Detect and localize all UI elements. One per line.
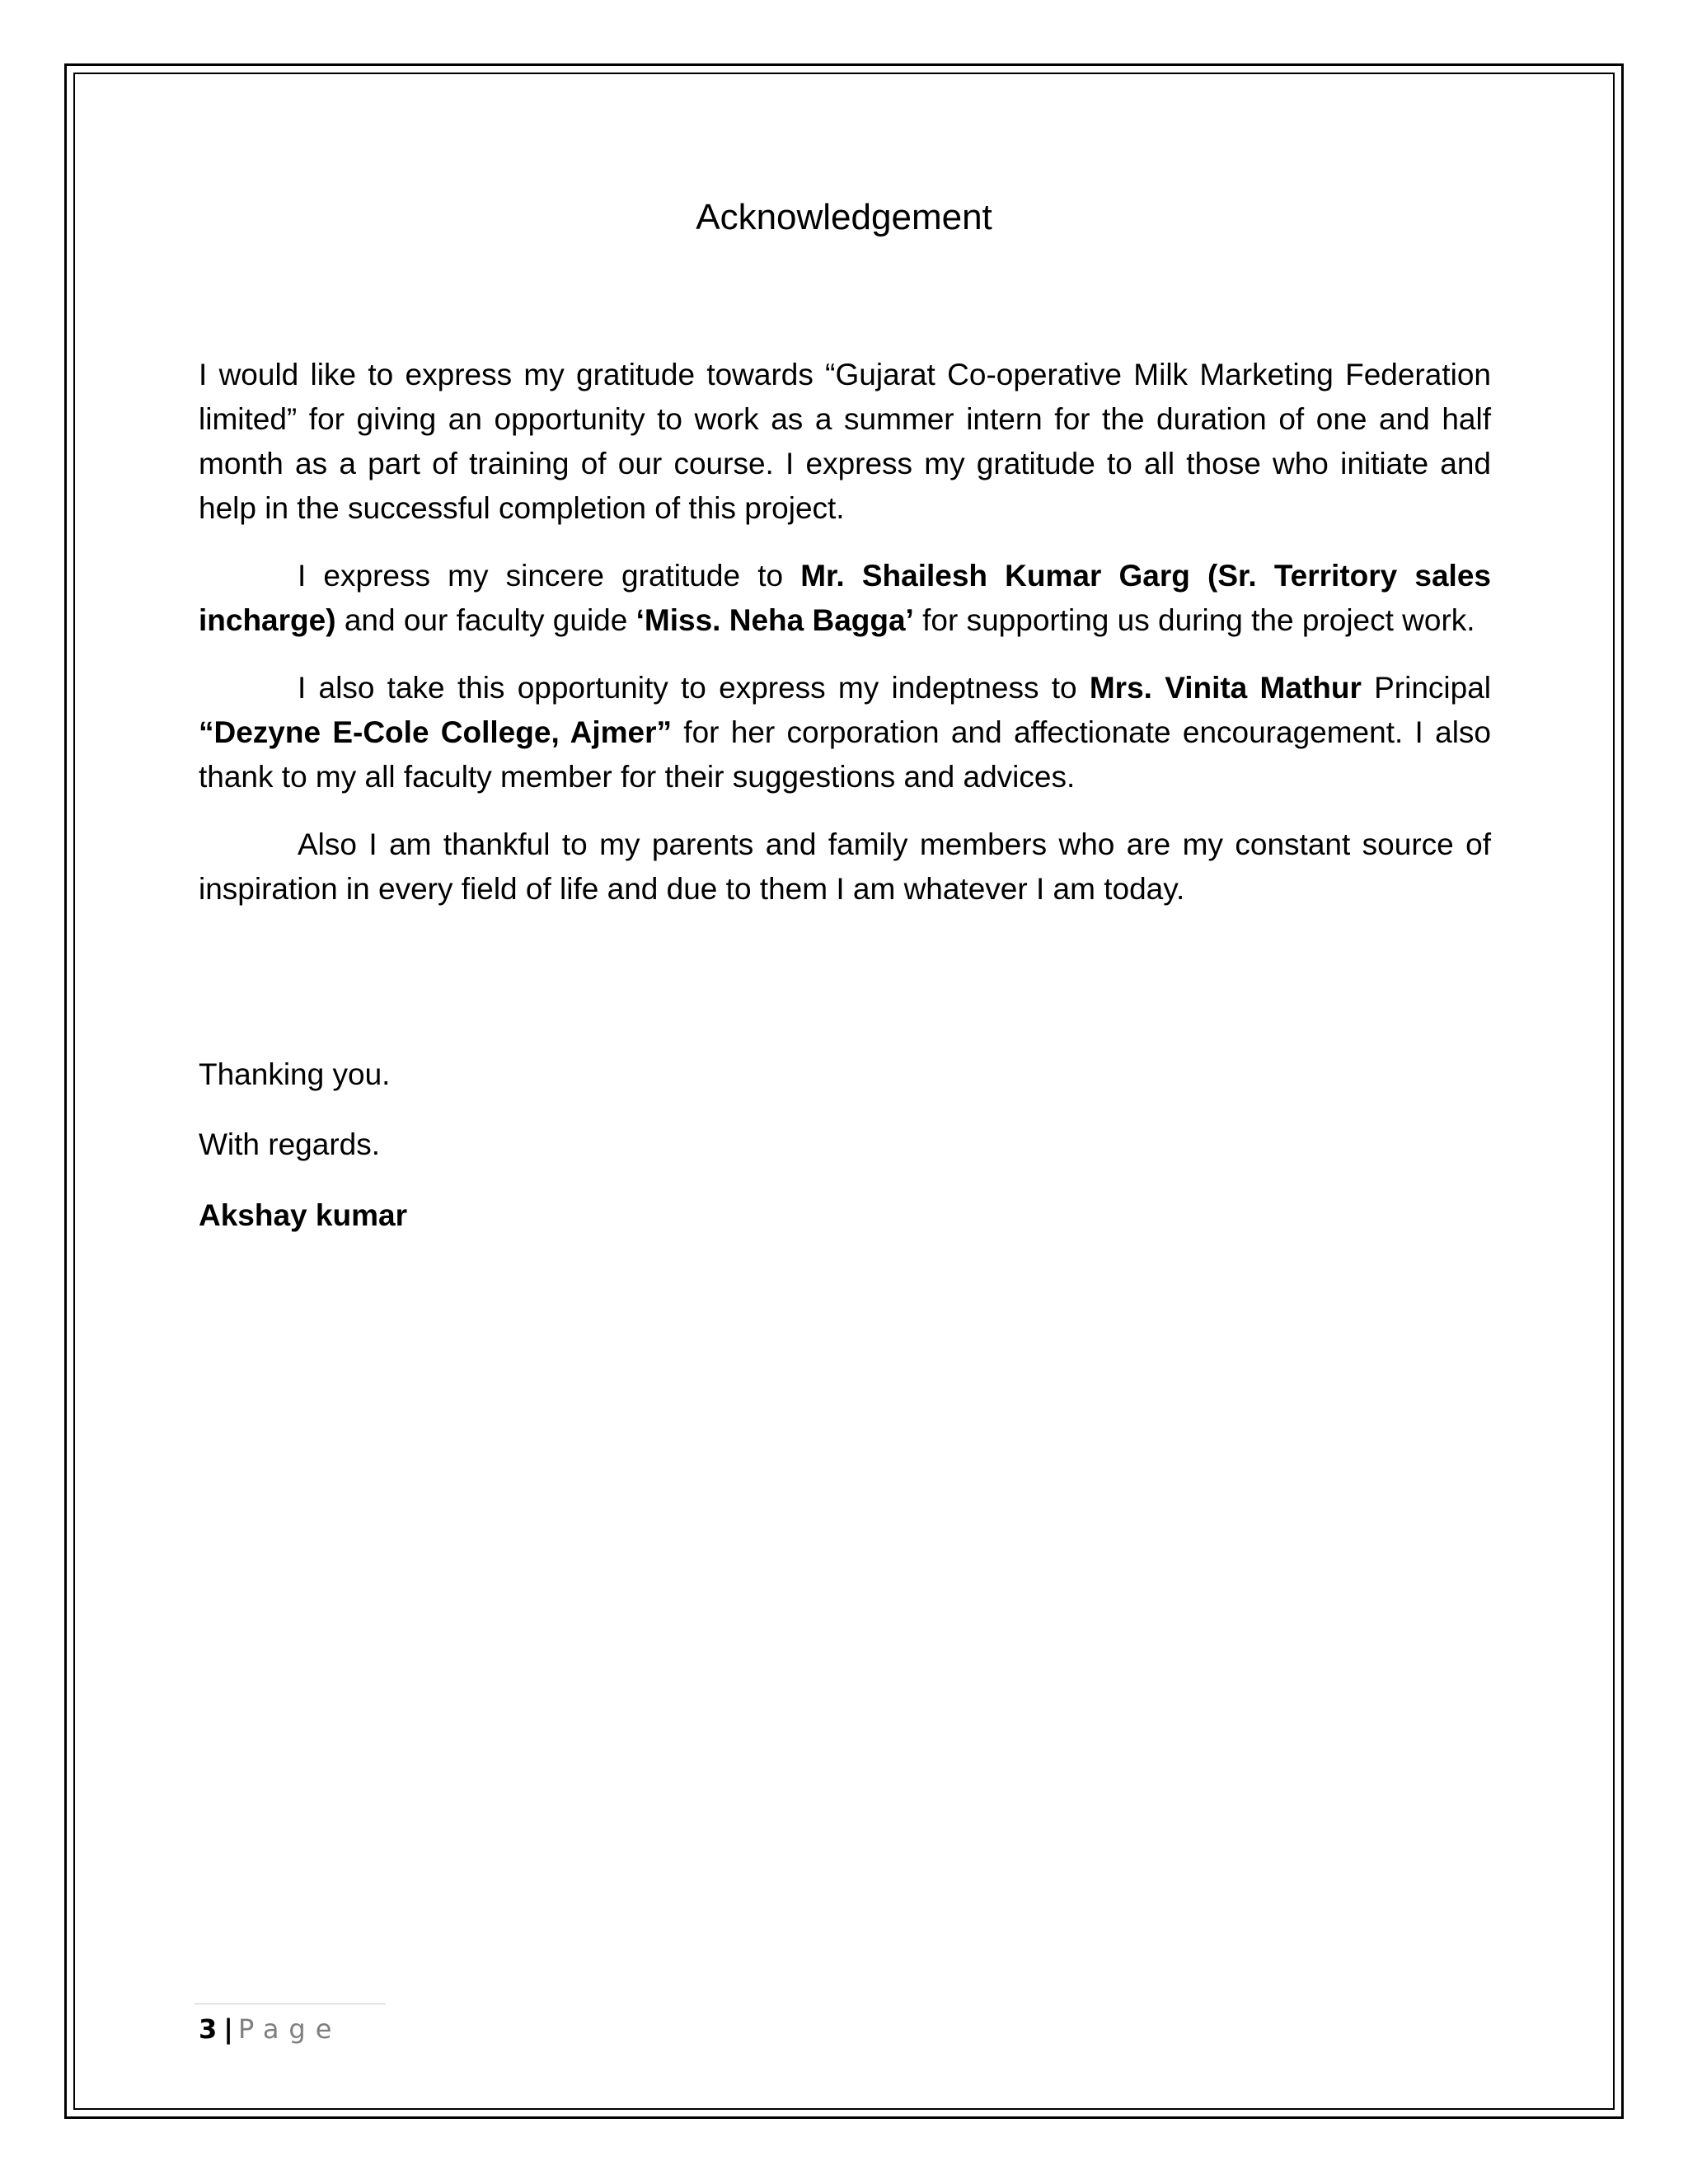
paragraph-gratitude-text-3: for supporting us during the project work. (913, 603, 1475, 637)
paragraph-intro: I would like to express my gratitude towards “Gujarat Co-operative Milk Marketing Federation limited” for giving an opportunity to work as a summer intern for the duration of one and half month as a part of training of our course. I express my gratitude to all those who initiate and help in the successful completion of this project. (199, 358, 1491, 525)
paragraph-gratitude-text-1: I express my sincere gratitude to (298, 559, 801, 593)
mentor-name: Mr. Shailesh Kumar Garg (Sr. Territory sales incharge) (199, 559, 1491, 637)
college-name: “Dezyne E-Cole College, Ajmer” (199, 715, 673, 749)
closing-regards: With regards. (199, 1127, 381, 1161)
closing-thanks: Thanking you. (199, 1057, 391, 1091)
page-number: 3 (199, 2013, 218, 2045)
acknowledgement-body (199, 353, 1491, 935)
paragraph-principal-text-2: Principal (1361, 671, 1491, 705)
paragraph-principal-text-1: I also take this opportunity to express my indeptness to (298, 671, 1090, 705)
page-title: Acknowledgement (696, 197, 992, 237)
paragraph-principal-text-3: for her corporation and affectionate encouragement. I also thank to my all faculty member for their suggestions and advices. (199, 715, 1491, 794)
principal-name: Mrs. Vinita Mathur (1089, 671, 1362, 705)
paragraph-family: Also I am thankful to my parents and family members who are my constant source of inspiration in every field of life and due to them I am whatever I am today. (199, 827, 1491, 906)
paragraph-gratitude-text-2: and our faculty guide (335, 603, 636, 637)
paragraph-gratitude (199, 554, 1491, 643)
faculty-guide-name: ‘Miss. Neha Bagga’ (635, 603, 914, 637)
footer-separator: | (223, 2013, 233, 2045)
author-name: Akshay kumar (199, 1198, 407, 1232)
paragraph-principal (199, 666, 1491, 799)
page-label: Page (237, 2013, 342, 2045)
page-footer (199, 2011, 341, 2047)
